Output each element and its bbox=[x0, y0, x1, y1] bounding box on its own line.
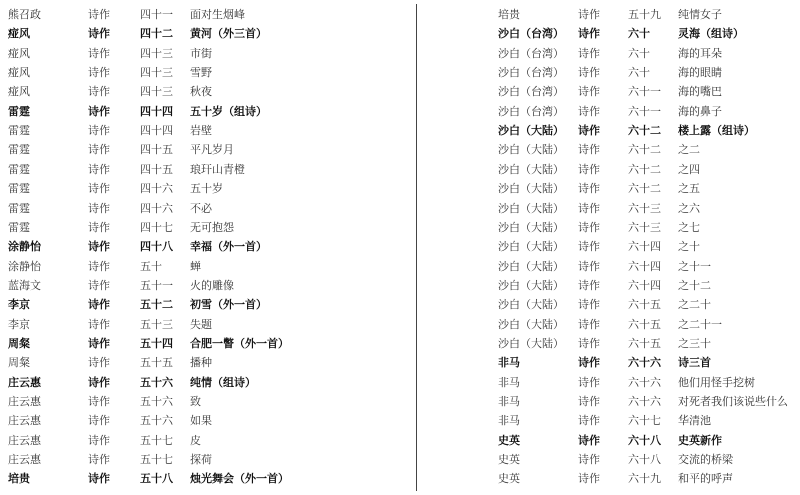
index-row bbox=[418, 24, 800, 43]
index-row bbox=[0, 82, 415, 101]
issue-cell: 五十二 bbox=[140, 298, 173, 312]
author-cell: 雷霆 bbox=[8, 143, 30, 157]
genre-cell: 诗作 bbox=[578, 66, 600, 80]
genre-cell: 诗作 bbox=[578, 453, 600, 467]
title-cell: 岩壁 bbox=[190, 124, 212, 138]
title-cell: 交流的桥梁 bbox=[678, 453, 733, 467]
index-row bbox=[418, 218, 800, 237]
title-cell: 幸福（外一首） bbox=[190, 240, 267, 254]
index-row bbox=[418, 334, 800, 353]
author-cell: 沙白（大陆） bbox=[498, 298, 564, 312]
author-cell: 雷霆 bbox=[8, 220, 30, 234]
issue-cell: 六十 bbox=[628, 66, 650, 80]
author-cell: 沙白（大陆） bbox=[498, 201, 564, 215]
title-cell: 纯情女子 bbox=[678, 8, 722, 21]
genre-cell: 诗作 bbox=[88, 453, 110, 467]
title-cell: 之二 bbox=[678, 143, 700, 157]
author-cell: 痖风 bbox=[8, 46, 30, 60]
issue-cell: 六十二 bbox=[628, 124, 661, 138]
title-cell: 之六 bbox=[678, 201, 700, 215]
issue-cell: 五十四 bbox=[140, 336, 173, 350]
issue-cell: 六十五 bbox=[628, 317, 661, 331]
title-cell: 如果 bbox=[190, 414, 212, 428]
genre-cell: 诗作 bbox=[88, 336, 110, 350]
issue-cell: 六十八 bbox=[628, 433, 661, 447]
title-cell: 不必 bbox=[190, 201, 212, 215]
issue-cell: 六十二 bbox=[628, 162, 661, 176]
author-cell: 非马 bbox=[498, 375, 520, 389]
author-cell: 雷霆 bbox=[8, 182, 30, 196]
genre-cell: 诗作 bbox=[88, 375, 110, 389]
index-row bbox=[418, 353, 800, 372]
title-cell: 海的嘴巴 bbox=[678, 85, 722, 99]
index-row bbox=[418, 199, 800, 218]
index-row bbox=[418, 411, 800, 430]
index-row bbox=[0, 257, 415, 276]
author-cell: 沙白（台湾） bbox=[498, 104, 564, 118]
author-cell: 李京 bbox=[8, 317, 30, 331]
issue-cell: 四十六 bbox=[140, 201, 173, 215]
issue-cell: 六十二 bbox=[628, 182, 661, 196]
author-cell: 沙白（大陆） bbox=[498, 143, 564, 157]
genre-cell: 诗作 bbox=[578, 472, 600, 486]
title-cell: 之二十一 bbox=[678, 317, 722, 331]
issue-cell: 六十二 bbox=[628, 143, 661, 157]
issue-cell: 四十三 bbox=[140, 46, 173, 60]
author-cell: 沙白（大陆） bbox=[498, 240, 564, 254]
title-cell: 面对生烟峰 bbox=[190, 8, 245, 21]
title-cell: 之四 bbox=[678, 162, 700, 176]
title-cell: 海的鼻子 bbox=[678, 104, 722, 118]
genre-cell: 诗作 bbox=[88, 356, 110, 370]
index-row bbox=[0, 450, 415, 469]
issue-cell: 四十四 bbox=[140, 104, 173, 118]
index-row bbox=[418, 5, 800, 24]
issue-cell: 六十九 bbox=[628, 472, 661, 486]
title-cell: 雪野 bbox=[190, 66, 212, 80]
author-cell: 沙白（台湾） bbox=[498, 27, 564, 41]
index-row bbox=[418, 431, 800, 450]
title-cell: 他们用怪手挖树 bbox=[678, 375, 755, 389]
issue-cell: 五十五 bbox=[140, 356, 173, 370]
index-row bbox=[0, 199, 415, 218]
author-cell: 痖风 bbox=[8, 85, 30, 99]
title-cell: 琅玕山青橙 bbox=[190, 162, 245, 176]
title-cell: 楼上露（组诗） bbox=[678, 124, 755, 138]
author-cell: 沙白（台湾） bbox=[498, 66, 564, 80]
index-row bbox=[418, 44, 800, 63]
index-row bbox=[0, 373, 415, 392]
author-cell: 庄云惠 bbox=[8, 453, 41, 467]
index-row bbox=[0, 353, 415, 372]
issue-cell: 四十六 bbox=[140, 182, 173, 196]
genre-cell: 诗作 bbox=[578, 104, 600, 118]
title-cell: 之十 bbox=[678, 240, 700, 254]
title-cell: 之三十 bbox=[678, 336, 711, 350]
index-row bbox=[418, 121, 800, 140]
index-row bbox=[418, 82, 800, 101]
author-cell: 沙白（大陆） bbox=[498, 259, 564, 273]
title-cell: 合肥一瞥（外一首） bbox=[190, 336, 289, 350]
author-cell: 沙白（大陆） bbox=[498, 336, 564, 350]
index-row bbox=[0, 469, 415, 488]
issue-cell: 六十三 bbox=[628, 201, 661, 215]
genre-cell: 诗作 bbox=[88, 162, 110, 176]
title-cell: 致 bbox=[190, 395, 201, 408]
issue-cell: 五十六 bbox=[140, 414, 173, 428]
genre-cell: 诗作 bbox=[88, 278, 110, 292]
genre-cell: 诗作 bbox=[578, 220, 600, 234]
genre-cell: 诗作 bbox=[578, 143, 600, 157]
genre-cell: 诗作 bbox=[578, 124, 600, 138]
issue-cell: 四十四 bbox=[140, 124, 173, 138]
genre-cell: 诗作 bbox=[578, 395, 600, 408]
issue-cell: 五十九 bbox=[628, 8, 661, 21]
issue-cell: 六十四 bbox=[628, 278, 661, 292]
issue-cell: 六十五 bbox=[628, 298, 661, 312]
title-cell: 之七 bbox=[678, 220, 700, 234]
genre-cell: 诗作 bbox=[88, 298, 110, 312]
issue-cell: 六十五 bbox=[628, 336, 661, 350]
issue-cell: 六十 bbox=[628, 46, 650, 60]
genre-cell: 诗作 bbox=[578, 27, 600, 41]
genre-cell: 诗作 bbox=[578, 375, 600, 389]
genre-cell: 诗作 bbox=[88, 124, 110, 138]
issue-cell: 六十六 bbox=[628, 395, 661, 408]
index-row bbox=[0, 160, 415, 179]
genre-cell: 诗作 bbox=[88, 143, 110, 157]
title-cell: 对死者我们该说些什么 bbox=[678, 395, 788, 408]
index-row bbox=[418, 179, 800, 198]
genre-cell: 诗作 bbox=[578, 259, 600, 273]
author-cell: 周粲 bbox=[8, 336, 30, 350]
issue-cell: 五十一 bbox=[140, 278, 173, 292]
issue-cell: 六十八 bbox=[628, 453, 661, 467]
title-cell: 探荷 bbox=[190, 453, 212, 467]
genre-cell: 诗作 bbox=[88, 8, 110, 21]
issue-cell: 四十五 bbox=[140, 143, 173, 157]
index-row bbox=[418, 373, 800, 392]
title-cell: 火的雕像 bbox=[190, 278, 234, 292]
title-cell: 蝉 bbox=[190, 259, 201, 273]
genre-cell: 诗作 bbox=[88, 220, 110, 234]
index-row bbox=[418, 392, 800, 411]
index-row bbox=[418, 63, 800, 82]
index-row bbox=[0, 121, 415, 140]
author-cell: 庄云惠 bbox=[8, 414, 41, 428]
author-cell: 庄云惠 bbox=[8, 433, 41, 447]
genre-cell: 诗作 bbox=[578, 298, 600, 312]
author-cell: 雷霆 bbox=[8, 124, 30, 138]
title-cell: 五十岁（组诗） bbox=[190, 104, 267, 118]
title-cell: 纯情（组诗） bbox=[190, 375, 256, 389]
index-row bbox=[0, 5, 415, 24]
issue-cell: 六十一 bbox=[628, 104, 661, 118]
issue-cell: 五十八 bbox=[140, 472, 173, 486]
genre-cell: 诗作 bbox=[88, 66, 110, 80]
title-cell: 黄河（外三首） bbox=[190, 27, 267, 41]
author-cell: 庄云惠 bbox=[8, 395, 41, 408]
title-cell: 灵海（组诗） bbox=[678, 27, 744, 41]
author-cell: 沙白（大陆） bbox=[498, 317, 564, 331]
genre-cell: 诗作 bbox=[88, 85, 110, 99]
index-row bbox=[418, 102, 800, 121]
title-cell: 海的耳朵 bbox=[678, 46, 722, 60]
issue-cell: 四十五 bbox=[140, 162, 173, 176]
title-cell: 五十岁 bbox=[190, 182, 223, 196]
index-row bbox=[0, 431, 415, 450]
title-cell: 初雪（外一首） bbox=[190, 298, 267, 312]
issue-cell: 六十四 bbox=[628, 259, 661, 273]
title-cell: 之十二 bbox=[678, 278, 711, 292]
title-cell: 史英新作 bbox=[678, 433, 722, 447]
issue-cell: 四十三 bbox=[140, 66, 173, 80]
author-cell: 涂静怡 bbox=[8, 259, 41, 273]
title-cell: 皮 bbox=[190, 433, 201, 447]
issue-cell: 六十六 bbox=[628, 375, 661, 389]
issue-cell: 四十一 bbox=[140, 8, 173, 21]
title-cell: 诗三首 bbox=[678, 356, 711, 370]
issue-cell: 六十六 bbox=[628, 356, 661, 370]
genre-cell: 诗作 bbox=[578, 162, 600, 176]
issue-cell: 六十 bbox=[628, 27, 650, 41]
index-row bbox=[418, 257, 800, 276]
author-cell: 沙白（大陆） bbox=[498, 162, 564, 176]
index-row bbox=[0, 140, 415, 159]
issue-cell: 五十七 bbox=[140, 433, 173, 447]
author-cell: 史英 bbox=[498, 453, 520, 467]
genre-cell: 诗作 bbox=[578, 336, 600, 350]
issue-cell: 四十七 bbox=[140, 220, 173, 234]
title-cell: 海的眼睛 bbox=[678, 66, 722, 80]
index-row bbox=[0, 24, 415, 43]
author-cell: 沙白（大陆） bbox=[498, 278, 564, 292]
author-cell: 雷霆 bbox=[8, 162, 30, 176]
genre-cell: 诗作 bbox=[88, 46, 110, 60]
genre-cell: 诗作 bbox=[88, 182, 110, 196]
author-cell: 周粲 bbox=[8, 356, 30, 370]
title-cell: 之十一 bbox=[678, 259, 711, 273]
genre-cell: 诗作 bbox=[88, 472, 110, 486]
title-cell: 之二十 bbox=[678, 298, 711, 312]
index-row bbox=[418, 160, 800, 179]
index-row bbox=[0, 315, 415, 334]
issue-cell: 五十七 bbox=[140, 453, 173, 467]
author-cell: 熊召政 bbox=[8, 8, 41, 21]
genre-cell: 诗作 bbox=[578, 182, 600, 196]
author-cell: 沙白（大陆） bbox=[498, 220, 564, 234]
author-cell: 培贵 bbox=[498, 8, 520, 21]
index-row bbox=[418, 315, 800, 334]
genre-cell: 诗作 bbox=[88, 433, 110, 447]
title-cell: 秋夜 bbox=[190, 85, 212, 99]
genre-cell: 诗作 bbox=[88, 414, 110, 428]
index-row bbox=[0, 411, 415, 430]
author-cell: 痖风 bbox=[8, 27, 30, 41]
index-row bbox=[0, 276, 415, 295]
title-cell: 和平的呼声 bbox=[678, 472, 733, 486]
issue-cell: 四十八 bbox=[140, 240, 173, 254]
author-cell: 涂静怡 bbox=[8, 240, 41, 254]
genre-cell: 诗作 bbox=[88, 201, 110, 215]
genre-cell: 诗作 bbox=[88, 317, 110, 331]
author-cell: 痖风 bbox=[8, 66, 30, 80]
author-cell: 雷霆 bbox=[8, 201, 30, 215]
genre-cell: 诗作 bbox=[578, 433, 600, 447]
index-row bbox=[0, 63, 415, 82]
author-cell: 沙白（台湾） bbox=[498, 46, 564, 60]
genre-cell: 诗作 bbox=[578, 356, 600, 370]
author-cell: 非马 bbox=[498, 395, 520, 408]
genre-cell: 诗作 bbox=[578, 46, 600, 60]
index-row bbox=[418, 450, 800, 469]
author-cell: 庄云惠 bbox=[8, 375, 41, 389]
issue-cell: 六十四 bbox=[628, 240, 661, 254]
genre-cell: 诗作 bbox=[578, 8, 600, 21]
genre-cell: 诗作 bbox=[88, 27, 110, 41]
genre-cell: 诗作 bbox=[578, 414, 600, 428]
genre-cell: 诗作 bbox=[578, 240, 600, 254]
index-row bbox=[418, 237, 800, 256]
index-row bbox=[418, 140, 800, 159]
author-cell: 沙白（大陆） bbox=[498, 182, 564, 196]
index-row bbox=[418, 469, 800, 488]
column-divider bbox=[416, 4, 417, 491]
title-cell: 之五 bbox=[678, 182, 700, 196]
genre-cell: 诗作 bbox=[88, 395, 110, 408]
index-row bbox=[0, 237, 415, 256]
issue-cell: 五十六 bbox=[140, 395, 173, 408]
issue-cell: 六十一 bbox=[628, 85, 661, 99]
issue-cell: 四十三 bbox=[140, 85, 173, 99]
genre-cell: 诗作 bbox=[578, 317, 600, 331]
issue-cell: 六十七 bbox=[628, 414, 661, 428]
author-cell: 雷霆 bbox=[8, 104, 30, 118]
index-row bbox=[0, 179, 415, 198]
author-cell: 非马 bbox=[498, 356, 520, 370]
issue-cell: 六十三 bbox=[628, 220, 661, 234]
issue-cell: 五十六 bbox=[140, 375, 173, 389]
title-cell: 无可抱怨 bbox=[190, 220, 234, 234]
author-cell: 沙白（大陆） bbox=[498, 124, 564, 138]
genre-cell: 诗作 bbox=[88, 240, 110, 254]
index-row bbox=[0, 334, 415, 353]
title-cell: 失题 bbox=[190, 317, 212, 331]
author-cell: 史英 bbox=[498, 433, 520, 447]
genre-cell: 诗作 bbox=[578, 201, 600, 215]
index-row bbox=[418, 295, 800, 314]
title-cell: 市街 bbox=[190, 46, 212, 60]
genre-cell: 诗作 bbox=[578, 85, 600, 99]
index-row bbox=[0, 102, 415, 121]
index-row bbox=[0, 44, 415, 63]
issue-cell: 五十三 bbox=[140, 317, 173, 331]
title-cell: 平凡岁月 bbox=[190, 143, 234, 157]
author-cell: 培贵 bbox=[8, 472, 30, 486]
title-cell: 播种 bbox=[190, 356, 212, 370]
index-row bbox=[0, 392, 415, 411]
author-cell: 沙白（台湾） bbox=[498, 85, 564, 99]
author-cell: 非马 bbox=[498, 414, 520, 428]
author-cell: 史英 bbox=[498, 472, 520, 486]
title-cell: 烛光舞会（外一首） bbox=[190, 472, 289, 486]
genre-cell: 诗作 bbox=[88, 259, 110, 273]
author-cell: 李京 bbox=[8, 298, 30, 312]
title-cell: 华清池 bbox=[678, 414, 711, 428]
issue-cell: 五十 bbox=[140, 259, 162, 273]
index-row bbox=[0, 218, 415, 237]
index-row bbox=[418, 276, 800, 295]
author-cell: 蓝海文 bbox=[8, 278, 41, 292]
genre-cell: 诗作 bbox=[88, 104, 110, 118]
genre-cell: 诗作 bbox=[578, 278, 600, 292]
index-row bbox=[0, 295, 415, 314]
issue-cell: 四十二 bbox=[140, 27, 173, 41]
